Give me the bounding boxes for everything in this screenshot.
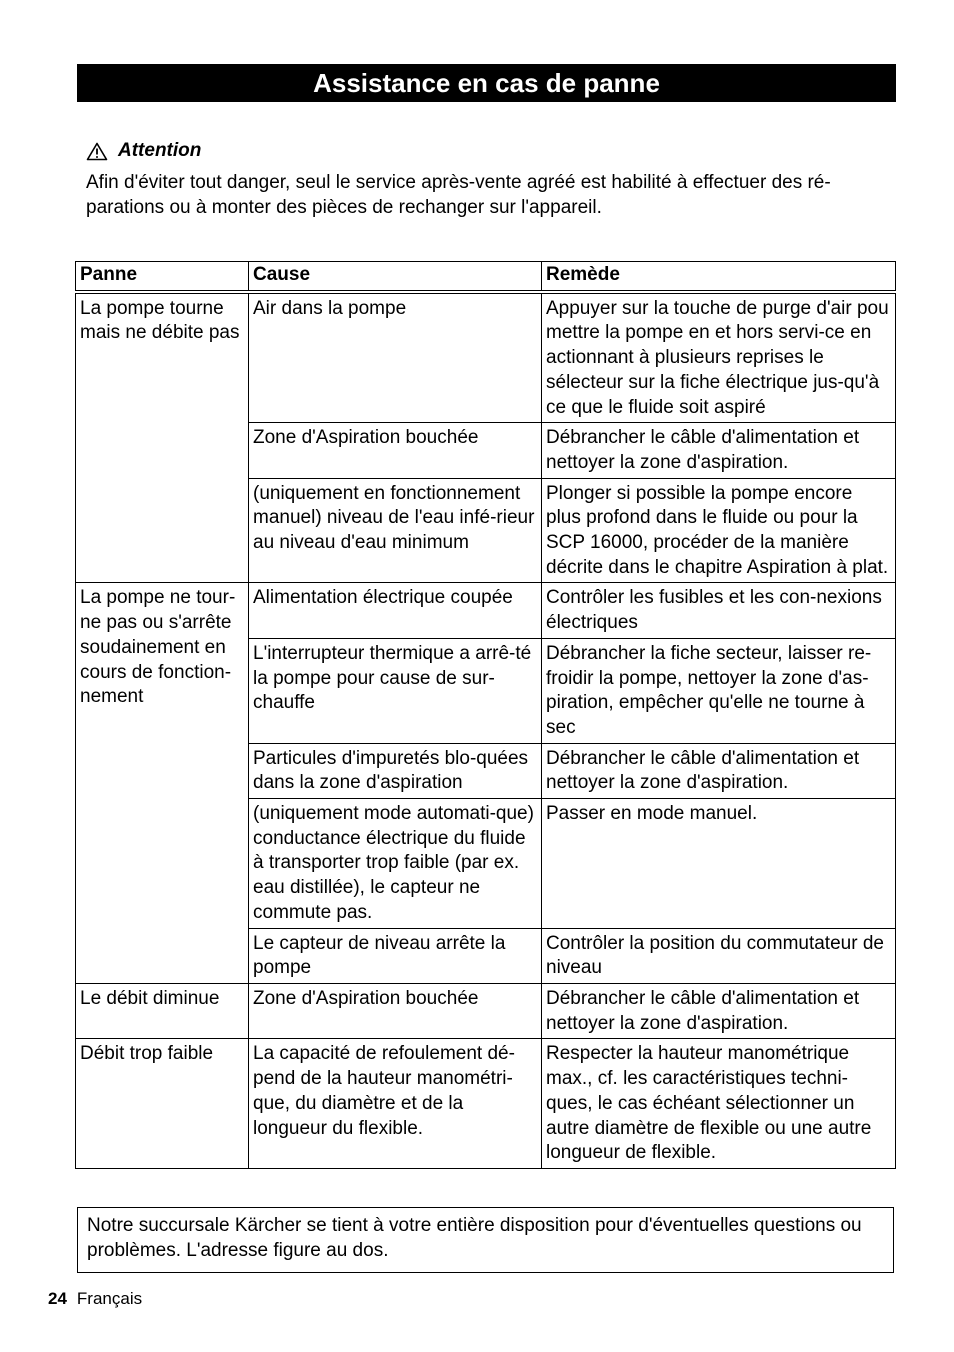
remede-cell: Appuyer sur la touche de purge d'air pou mettre la pompe en et hors servi-ce en actionnant à plusieurs reprises le sélecteur sur la fiche électrique jus-qu'à ce que le fluide soit aspiré [542, 292, 896, 423]
cause-cell: (uniquement mode automati-que) conductance électrique du fluide à transporter trop faible (par ex. eau distillée), le capteur ne commute pas. [249, 799, 542, 929]
language-label: Français [76, 1289, 143, 1308]
notice-box: Notre succursale Kärcher se tient à votre entière disposition pour d'éventuelles questions ou problèmes. L'adresse figure au dos. [77, 1207, 894, 1273]
header-cause: Cause [249, 262, 542, 292]
cause-cell: La capacité de refoulement dé-pend de la hauteur manométri-que, du diamètre et de la longueur du flexible. [249, 1039, 542, 1169]
remede-cell: Débrancher le câble d'alimentation et nettoyer la zone d'aspiration. [542, 983, 896, 1038]
remede-cell: Respecter la hauteur manométrique max., cf. les caractéristiques techni-ques, le cas échéant sélectionner un autre diamètre de flexible ou une autre longueur de flexible. [542, 1039, 896, 1169]
cause-cell: L'interrupteur thermique a arrê-té la pompe pour cause de sur-chauffe [249, 638, 542, 743]
remede-cell: Passer en mode manuel. [542, 799, 896, 929]
attention-label: Attention [118, 140, 202, 161]
cause-cell: Alimentation électrique coupée [249, 583, 542, 638]
page-number: 24 [48, 1289, 67, 1308]
troubleshooting-table [75, 261, 896, 1169]
table-header-row [76, 262, 896, 292]
cause-cell: Zone d'Aspiration bouchée [249, 423, 542, 478]
remede-cell: Débrancher la fiche secteur, laisser re-froidir la pompe, nettoyer la zone d'as-piration, empêcher qu'elle ne tourne à sec [542, 638, 896, 743]
panne-cell: La pompe tourne mais ne débite pas [76, 292, 249, 583]
remede-cell: Contrôler la position du commutateur de niveau [542, 928, 896, 983]
panne-cell: La pompe ne tour-ne pas ou s'arrête soudainement en cours de fonction-nement [76, 583, 249, 984]
attention-text: Afin d'éviter tout danger, seul le service après-vente agréé est habilité à effectuer des ré-parations ou à monter des pièces de rechanger sur l'appareil. [86, 172, 831, 218]
table-row [76, 1039, 896, 1169]
page-title: Assistance en cas de panne [77, 64, 896, 102]
cause-cell: Zone d'Aspiration bouchée [249, 983, 542, 1038]
cause-cell: Air dans la pompe [249, 292, 542, 423]
header-panne: Panne [76, 262, 249, 292]
remede-cell: Contrôler les fusibles et les con-nexions électriques [542, 583, 896, 638]
table-row [76, 292, 896, 423]
page-footer [48, 1289, 142, 1309]
remede-cell: Débrancher le câble d'alimentation et nettoyer la zone d'aspiration. [542, 423, 896, 478]
panne-cell: Le débit diminue [76, 983, 249, 1038]
warning-triangle-icon [86, 142, 108, 161]
panne-cell: Débit trop faible [76, 1039, 249, 1169]
cause-cell: Particules d'impuretés blo-quées dans la zone d'aspiration [249, 743, 542, 798]
table-row [76, 583, 896, 638]
header-remede: Remède [542, 262, 896, 292]
attention-heading [86, 140, 201, 162]
table-row [76, 983, 896, 1038]
remede-cell: Plonger si possible la pompe encore plus profond dans le fluide ou pour la SCP 16000, procéder de la manière décrite dans le chapitre Aspiration à plat. [542, 478, 896, 583]
cause-cell: (uniquement en fonctionnement manuel) niveau de l'eau infé-rieur au niveau d'eau minimum [249, 478, 542, 583]
cause-cell: Le capteur de niveau arrête la pompe [249, 928, 542, 983]
remede-cell: Débrancher le câble d'alimentation et nettoyer la zone d'aspiration. [542, 743, 896, 798]
